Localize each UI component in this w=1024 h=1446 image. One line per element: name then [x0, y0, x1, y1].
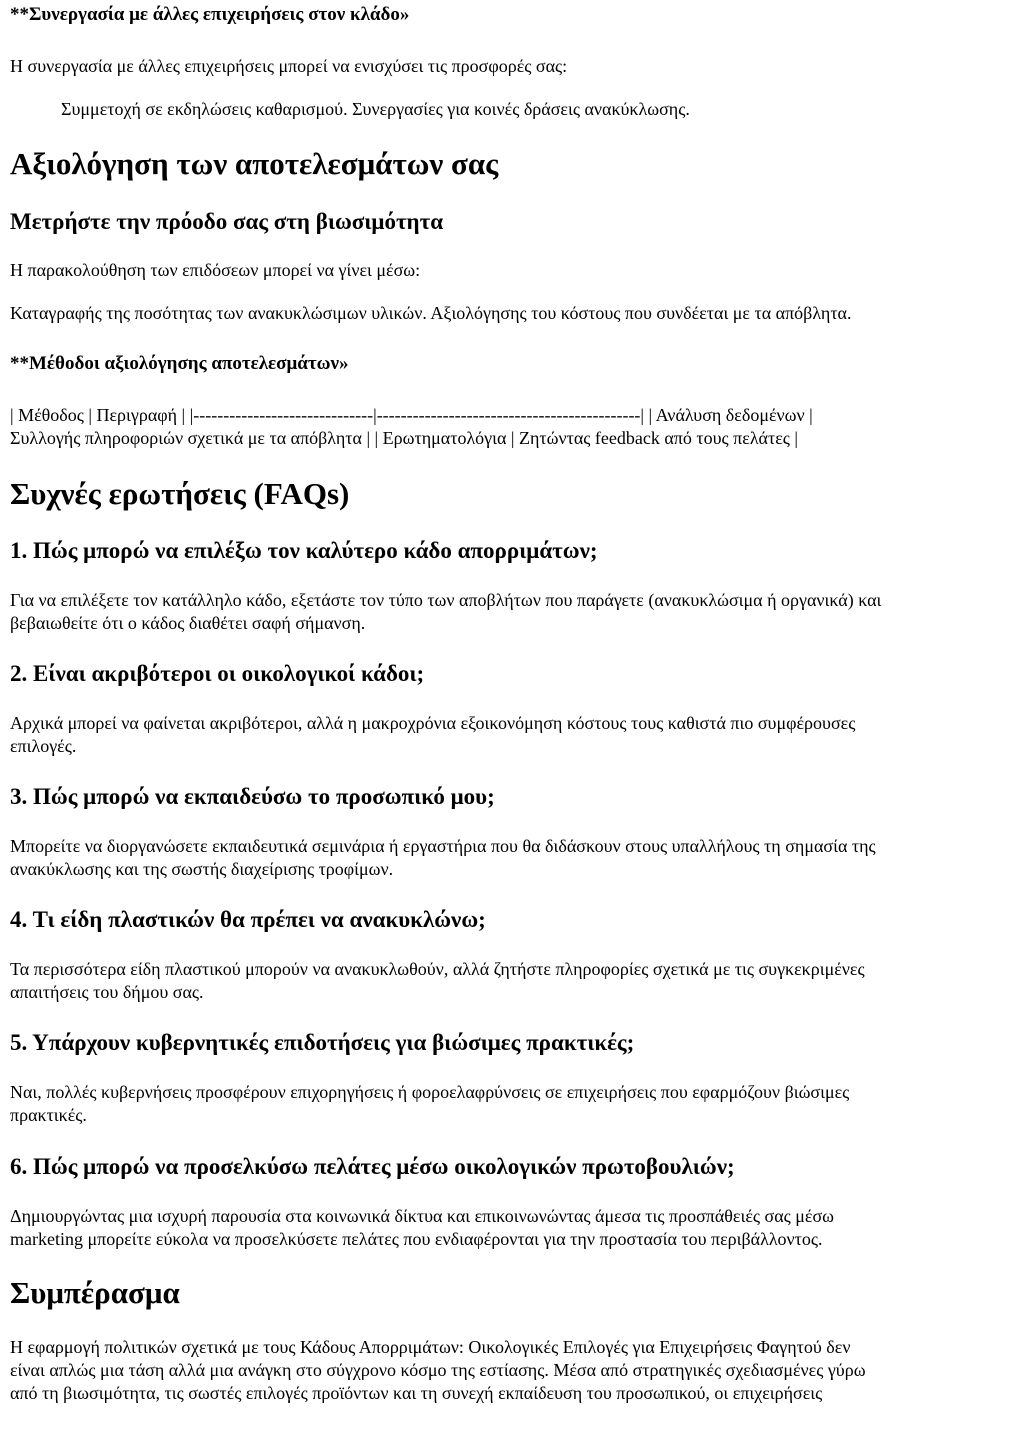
conclusion-line: από τη βιωσιμότητα, τις σωστές επιλογές προϊόντων και τη συνεχή εκπαίδευση του προσωπικού, οι επιχειρήσεις	[10, 1383, 823, 1403]
faq-question: 5. Υπάρχουν κυβερνητικές επιδοτήσεις για βιώσιμες πρακτικές;	[10, 1030, 635, 1055]
faq-question: 4. Τι είδη πλαστικών θα πρέπει να ανακυκλώνω;	[10, 907, 486, 932]
faq-question: 1. Πώς μπορώ να επιλέξω τον καλύτερο κάδο απορριμάτων;	[10, 538, 598, 563]
faq-answer-line: πρακτικές.	[10, 1105, 87, 1125]
faq-answer	[10, 712, 855, 758]
evaluation-items: Καταγραφής της ποσότητας των ανακυκλώσιμων υλικών. Αξιολόγησης του κόστους που συνδέεται με τα απόβλητα.	[10, 303, 852, 323]
conclusion-line: Η εφαρμογή πολιτικών σχετικά με τους Κάδους Απορριμάτων: Οικολογικές Επιλογές για Επιχειρήσεις Φαγητού δεν	[10, 1337, 851, 1357]
faq-answer-line: ανακύκλωσης και της σωστής διαχείρισης τροφίμων.	[10, 859, 394, 879]
faq-question: 2. Είναι ακριβότεροι οι οικολογικοί κάδοι;	[10, 661, 425, 686]
faq-question: 3. Πώς μπορώ να εκπαιδεύσω το προσωπικό μου;	[10, 784, 495, 809]
evaluation-intro: Η παρακολούθηση των επιδόσεων μπορεί να γίνει μέσω:	[10, 260, 421, 280]
conclusion-text	[10, 1336, 866, 1405]
faq-answer-line: επιλογές.	[10, 736, 77, 756]
evaluation-subtitle: Μετρήστε την πρόοδο σας στη βιωσιμότητα	[10, 209, 444, 234]
faq-answer-line: Μπορείτε να διοργανώσετε εκπαιδευτικά σεμινάρια ή εργαστήρια που θα διδάσκουν στους υπαλλήλους τη σημασία της	[10, 836, 876, 856]
conclusion-title: Συμπέρασμα	[10, 1275, 180, 1310]
faq-answer-line: Αρχικά μπορεί να φαίνεται ακριβότεροι, αλλά η μακροχρόνια εξοικονόμηση κόστους τους καθιστά πιο συμφέρουσες	[10, 713, 856, 733]
methods-table-text	[10, 404, 813, 450]
methods-table-line: | Μέθοδος | Περιγραφή | |------------------------------|--------------------------------------------| | Ανάλυση δεδομένων |	[10, 405, 813, 425]
faq-answer	[10, 835, 876, 881]
evaluation-title: Αξιολόγηση των αποτελεσμάτων σας	[10, 146, 499, 181]
faq-answer-line: Για να επιλέξετε τον κατάλληλο κάδο, εξετάστε τον τύπο των αποβλήτων που παράγετε (ανακυκλώσιμα ή οργανικά) και	[10, 590, 882, 610]
faq-question: 6. Πώς μπορώ να προσελκύσω πελάτες μέσω οικολογικών πρωτοβουλιών;	[10, 1154, 735, 1179]
partnership-intro: Η συνεργασία με άλλες επιχειρήσεις μπορεί να ενισχύσει τις προσφορές σας:	[10, 56, 568, 76]
faq-answer-line: βεβαιωθείτε ότι ο κάδος διαθέτει σαφή σήμανση.	[10, 613, 366, 633]
faq-answer-line: Τα περισσότερα είδη πλαστικού μπορούν να ανακυκλωθούν, αλλά ζητήστε πληροφορίες σχετικά με τις συγκεκριμένες	[10, 959, 865, 979]
faq-answer-line: marketing μπορείτε εύκολα να προσελκύσετε πελάτες που ενδιαφέρονται για την προστασία του περιβάλλοντος.	[10, 1229, 823, 1249]
methods-heading: **Μέθοδοι αξιολόγησης αποτελεσμάτων»	[10, 353, 349, 374]
partnership-indented-text: Συμμετοχή σε εκδηλώσεις καθαρισμού. Συνεργασίες για κοινές δράσεις ανακύκλωσης.	[61, 99, 690, 119]
partnership-heading: **Συνεργασία με άλλες επιχειρήσεις στον κλάδο»	[10, 4, 410, 25]
faq-answer-line: απαιτήσεις του δήμου σας.	[10, 982, 204, 1002]
faq-answer	[10, 589, 881, 635]
faq-answer-line: Δημιουργώντας μια ισχυρή παρουσία στα κοινωνικά δίκτυα και επικοινωνώντας άμεσα τις προσπάθειές σας μέσω	[10, 1206, 835, 1226]
faq-answer	[10, 1081, 849, 1127]
faq-answer	[10, 958, 865, 1004]
faq-title: Συχνές ερωτήσεις (FAQs)	[10, 476, 350, 511]
methods-table-line: Συλλογής πληροφοριών σχετικά με τα απόβλητα | | Ερωτηματολόγια | Ζητώντας feedback από τους πελάτες |	[10, 428, 799, 448]
faq-answer	[10, 1205, 834, 1251]
faq-answer-line: Ναι, πολλές κυβερνήσεις προσφέρουν επιχορηγήσεις ή φοροελαφρύνσεις σε επιχειρήσεις που εφαρμόζουν βιώσιμες	[10, 1082, 850, 1102]
conclusion-line: είναι απλώς μια τάση αλλά μια ανάγκη στο σύγχρονο κόσμο της εστίασης. Μέσα από στρατηγικές σχεδιασμένες γύρω	[10, 1360, 866, 1380]
